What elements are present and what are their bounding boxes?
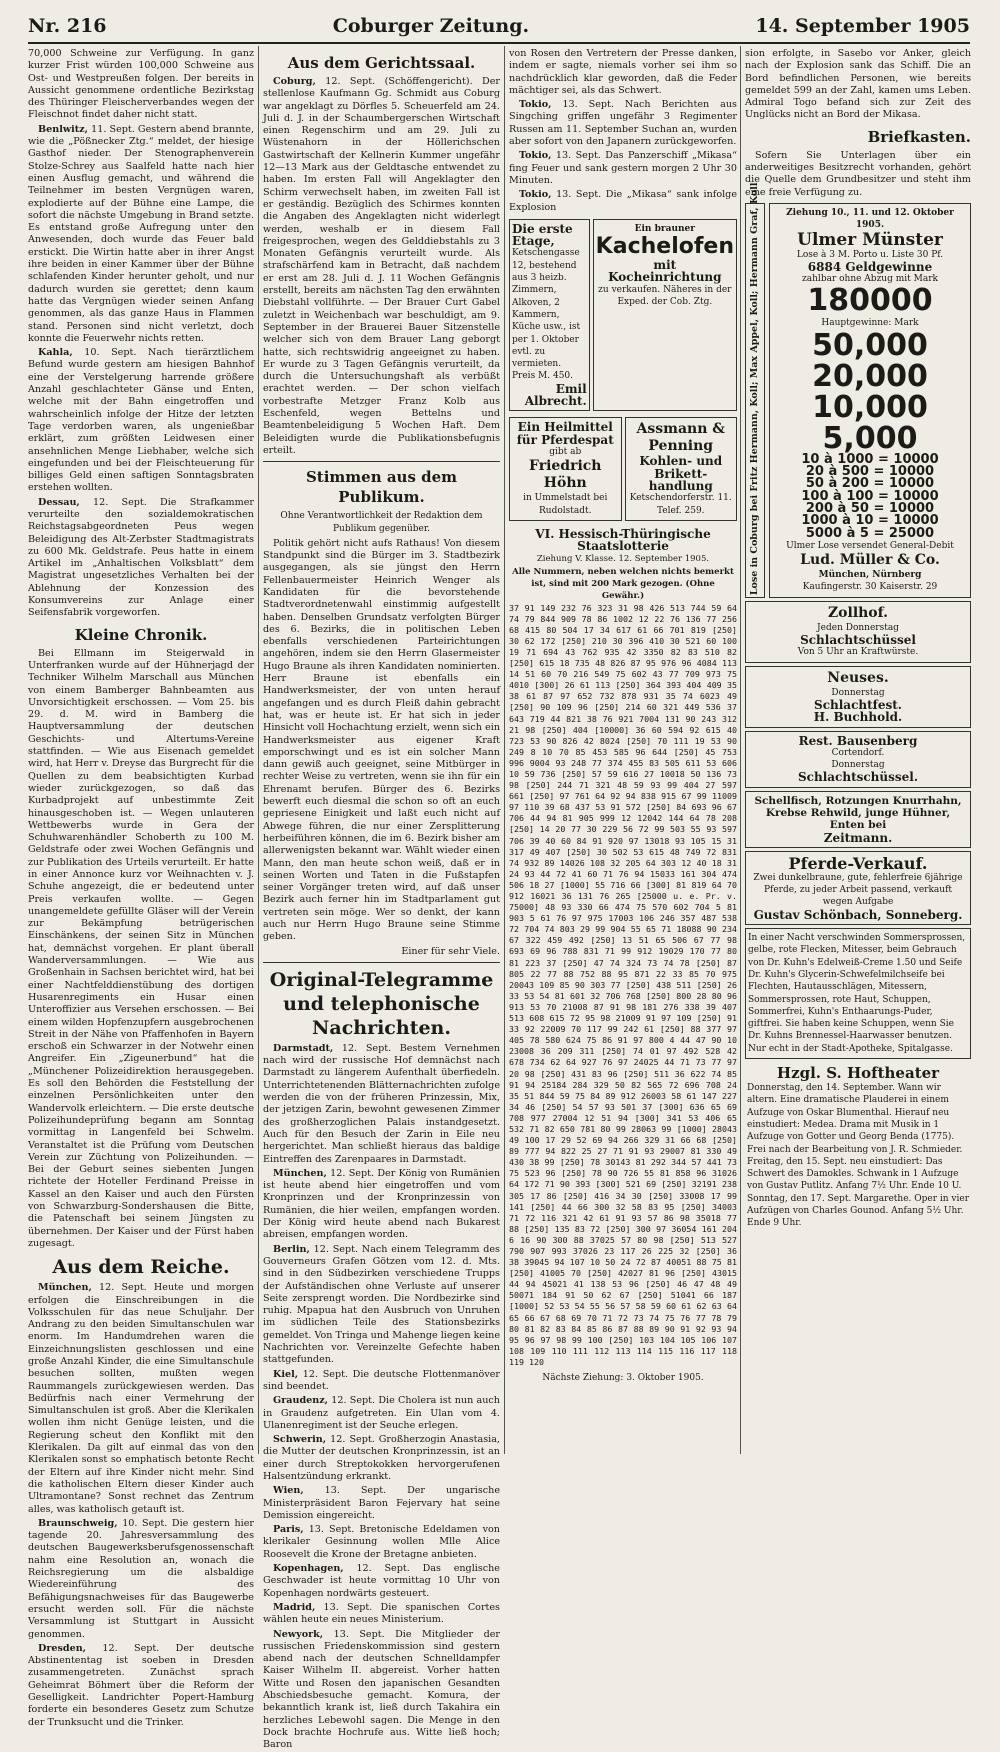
ad-pferde: Pferde-Verkauf. Zwei dunkelbraune, gute, fehlerfreie 6jährige Pferde, zu jeder Arbeit passend, verkauft wegen Aufgabe Gustav Schönbach, Sonneberg. xyxy=(745,851,971,925)
article-paragraph: Tokio, 13. Sept. Nach Berichten aus Singching griffen ungefähr 3 Regimenter Russen am 11. September Suchan an, wurden aber sofort von den Japanern zurückgeworfen. xyxy=(509,99,737,148)
lottery-subtitle: Ziehung V. Klasse. 12. September 1905. xyxy=(536,554,710,565)
next-draw: Nächste Ziehung: 3. Oktober 1905. xyxy=(542,1373,704,1384)
column-2 xyxy=(263,48,500,1751)
article-paragraph: Kopenhagen, 12. Sept. Das englische Geschwader ist heute vormittag 10 Uhr von Kopenhagen nordwärts gesteuert. xyxy=(263,1563,500,1599)
prize-row: 100 à 100 = 10000 xyxy=(801,488,939,504)
section-heading: Kleine Chronik. xyxy=(74,625,208,644)
divider xyxy=(263,962,500,963)
ad-kachelofen: Ein brauner Kachelofen mit Kocheinrichtung zu verkaufen. Näheres in der Exped. der Cob. Ztg. xyxy=(593,219,737,411)
section-heading: Aus dem Gerichtssaal. xyxy=(287,54,476,72)
article-paragraph: Newyork, 13. Sept. Die Mitglieder der russischen Friedenskommission sind gestern abend nach der deutschen Schnelldampfer Kaiser Wilhelm II. abgereist. Vorher hatten Witte und Rosen den japanischen Gesandten Abschiedsbesuche gemacht. Komura, der bekanntlich krank ist, ließ durch Takahira ein herzliches Lebewohl sagen. Die Menge in den Dock brachte Hochrufe aus. Witte ließ hoch; Baron xyxy=(263,1628,500,1751)
prize-row: 200 à 50 = 10000 xyxy=(805,500,935,516)
signature: Einer für sehr Viele. xyxy=(401,945,500,957)
prize-row: 5000 à 5 = 25000 xyxy=(805,525,935,541)
article-paragraph: Madrid, 13. Sept. Die spanischen Cortes wählen heute ein neues Ministerium. xyxy=(263,1601,500,1626)
ad-neuses: Neuses. Donnerstag Schlachtfest. H. Buchhold. xyxy=(745,666,971,728)
prize-row: 10 à 1000 = 10000 xyxy=(801,451,939,467)
article-paragraph: Coburg, 12. Sept. (Schöffengericht). Der stellenlose Kaufmann Gg. Schmidt aus Coburg war angeklagt zu Dörfles 5. Scheuerfeld am 24. Juli d. J. in der Schaumbergerschen Wirtschaft einen Regenschirm und am 29. Juli zu Wüstenahorn in der Höllerichschen Gastwirtschaft der Kellnerin Kummer ungefähr 12—13 Mark aus der Geldtasche entwendet zu haben. Im ersten Fall will Angeklagter den Schirm verwechselt haben, im zweiten Fall ist er geständig. Bezüglich des Schirmes konnten die Angaben des Angeklagten nicht widerlegt werden, weshalb er in diesem Fall freigesprochen, wegen des Gelddiebstahls zu 3 Monaten Gefängnis verurteilt wurde. Als strafschärfend kam in Betracht, daß nachdem er erst am 28. Juli d. J. 11 Wochen Gefängnis erstellt, bereits am nächsten Tag den erwähnten Diebstahl vollführte. — Der Brauer Curt Gabel zuletzt in Weichenbach war beschuldigt, am 9. September in der Brauerei Bauer Sitzenstelle welcher sich von dem Brauer Lang geborgt hatte, sich rechtswidrig angeeignet zu haben. Er wurde zu 3 Tagen Gefängnis verurteilt, da durch die Untersuchungshaft als verbüßt erachtet werden. — Der schon vielfach vorbestrafte Metzger Franz Kolb aus Eschenfeld, wegen Bettelns und Beamtenbeleidigung 5 Wochen Haft. Dem Beleidigten wurde die Publikationsbefugnis erteilt. xyxy=(263,76,500,456)
column-4 xyxy=(745,48,971,1452)
ad-row xyxy=(509,216,737,414)
article-paragraph: Paris, 13. Sept. Bretonische Edeldamen von klerikaler Gesinnung wollen Mlle Alice Roosevelt die Krone der Bretagne anbieten. xyxy=(263,1524,500,1560)
prize-row: 20 à 500 = 10000 xyxy=(805,464,935,480)
article-paragraph: Sofern Sie Unterlagen über ein anderweitiges Besitzrecht vorhanden, gehört die Quelle dem Grundbesitzer und steht ihm eine freie Verfügung zu. xyxy=(745,149,971,198)
masthead xyxy=(28,10,970,44)
ad-bausenberg: Rest. Bausenberg Cortendorf. Donnerstag Schlachtschüssel. xyxy=(745,731,971,788)
article-paragraph: Braunschweig, 10. Sept. Die gestern hier tagende 20. Jahresversammlung des deutschen Baugewerksberufsgenossenschaft nahm eine Resolution an, wonach die Reichsregierung um die alsbaldige Wiedereinführung des Befähigungsnachweises für das Baugewerbe ersucht werden soll. Für die nächste Versammlung ist Stuttgart in Aussicht genommen. xyxy=(28,1517,254,1640)
section-heading: Stimmen aus dem Publikum. xyxy=(305,468,458,507)
ad-row xyxy=(509,414,737,523)
article-paragraph: Graudenz, 12. Sept. Die Cholera ist nun auch in Graudenz aufgetreten. Ein Ulan vom 4. Ulanenregiment ist der Seuche erlegen. xyxy=(263,1395,500,1431)
article-paragraph: 70,000 Schweine zur Verfügung. In ganz kurzer Frist würden 100,000 Schweine aus Ost- und Westpreußen folgen. Der bereits in Aussicht genommene ordentliche Bezirkstag des Thüringer Fleischerverbandes wegen der Fleischnot findet daher nicht statt. xyxy=(28,48,254,121)
ad-sommersprossen: In einer Nacht verschwinden Sommersprossen, gelbe, rote Flecken, Mitesser, beim Gebrauch von Dr. Kuhn's Edelweiß-Creme 1.50 und Seife Dr. Kuhn's Glycerin-Schwefelmilchseife bei Flechten, Hautausschlägen, Mitessern, Sommersprossen, rote Haut, Schuppen, Sommerfrei, Kuhn's Enthaarungs-Puder, giftfrei. Sie haben keine Schuppen, wenn Sie Dr. Kuhns Brennessel-Haarwasser benutzen. Nur echt in der Stadt-Apotheke, Spitalgasse. xyxy=(745,928,971,1059)
article-paragraph: Wien, 13. Sept. Der ungarische Ministerpräsident Baron Fejervary hat seine Demission eingereicht. xyxy=(263,1485,500,1521)
ad-assmann: Assmann & Penning Kohlen- und Brikett-handlung Ketschendorferstr. 11. Telef. 259. xyxy=(625,417,738,520)
lottery-note: Alle Nummern, neben welchen nichts bemerkt ist, sind mit 200 Mark gezogen. (Ohne Gewähr.) xyxy=(512,566,734,602)
prize-row: 1000 à 10 = 10000 xyxy=(801,513,939,529)
article-paragraph: Benlwitz, 11. Sept. Gestern abend brannte, wie die „Pößnecker Ztg.“ meldet, der hiesige Gasthof nieder. Der Stenographenverein Stolze-Schrey aus Saalfeld hatte nach hier einen Ausflug gemacht, und während die Teilnehmer im besten Vergnügen waren, explodierte auf der Bühne eine Lampe, die sofort die nächste Umgebung in Brand setzte. Es entstand große Aufregung unter den Anwesenden, doch wurde das Feuer bald erstickt. Die Wirtin hatte aber in ihrer Angst ihre beiden in einer Kammer über der Bühne schlafenden Kinder herunter geholt, und nur dadurch wurden sie gerettet; denn kaum hatte das Vergnügen wieder seinen Anfang genommen, als das ganze Haus in Flammen stand. Personen sind nicht verletzt, doch konnte die Feuerwehr nichts retten. xyxy=(28,123,254,344)
ad-apartment: Die erste Etage, Ketschengasse 12, bestehend aus 3 heizb. Zimmern, Alkoven, 2 Kammern, Küche usw., ist per 1. Oktober evtl. zu vermieten. Preis M. 450. Emil Albrecht. xyxy=(509,219,590,411)
lottery-ad-block xyxy=(745,182,971,598)
ad-zollhof: Zollhof. Jeden Donnerstag Schlachtschüssel Von 5 Uhr an Kraftwürste. xyxy=(745,601,971,663)
article-paragraph: München, 12. Sept. Der König von Rumänien ist heute abend hier eingetroffen und vom Kronprinzen und der Kronprinzessin von Rumänien, die hier weilen, empfangen worden. Der König wird heute abend nach Bukarest abreisen, empfangen worden. xyxy=(263,1167,500,1241)
article-paragraph: Darmstadt, 12. Sept. Bestem Vernehmen nach wird der russische Hof demnächst nach Darmstadt zu längerem Aufenthalt überfiedeln. Unterrichtetenenden Blätternachrichten zufolge werden die von der früheren Prinzessin, Mix, der jetzigen Zarin, bewohnt gewesenen Zimmer des großherzoglichen Palais instandgesetzt. Auch für den Besuch der Zarin in Eile neu hergerichtet. Man schließt hieraus das baldige Eintreffen des Zarenpaares in Darmstadt. xyxy=(263,1042,500,1165)
section-subheading: Ohne Verantwortlichkeit der Redaktion dem Publikum gegenüber. xyxy=(280,511,483,534)
divider xyxy=(263,461,500,462)
article-paragraph: Dresden, 12. Sept. Der deutsche Abstinententag ist soeben in Dresden zusammengetreten. Zunächst sprach Geheimrat Böhmert über die Reform der Geselligkeit. Landrichter Popert-Hamburg forderte ein besonderes Gesetz zum Schutze der Trunksucht und die Trinker. xyxy=(28,1642,254,1728)
prize-row: 50 à 200 = 10000 xyxy=(805,476,935,492)
article-paragraph: Politik gehört nicht aufs Rathaus! Von diesem Standpunkt sind die Bürger im 3. Stadtbezirk ausgegangen, als sie jüngst den Herrn Fellenbauermeister Heinrich Wenger als Kandidaten für die bevorstehende Stadtverordnetenwahl einstimmig aufgestellt haben. Denselben Grundsatz verfolgten Bürger des 6. Bezirks, die in politischen Leben ebenfalls verschiedenen Parteirichtungen angehören, indem sie den Herrn Glasermeister Hugo Braune als ihren Kandidaten nominierten. Herr Braune ist ebenfalls ein Handwerksmeister, der von unten herauf angefangen und es durch Fleiß dahin gebracht hat, was er heute ist. Er hat sich in jeder Hinsicht voll Hochachtung erzielt, wenn sich ein Handwerksmeister aus eigener Kraft emporschwingt und es ist ein solcher Mann dann gewiß auch geeignet, seine Mitbürger in rechter Weise zu vertreten, wenn sie ihn für ein Ehrenamt berufen. Bürger des 6. Bezirks bewerft euch diesmal die schon so oft an euch gepriesene Einigkeit und laßt euch nicht auf Abwege führen, die nur einer Zersplitterung herbeiführen können, die im 6. Bezirk bisher am allerwenigsten bekannt war. Wählt wieder einen Mann, den man heute schon weiß, daß er in seinen Worten und Taten in die Fußstapfen seiner Vorgänger treten wird, auf daß unser Bezirk auch ferner hin im Stadtparlament gut vertreten sein möge. Wer so denkt, der kann auch nur Herrn Hugo Braune seine Stimme geben. xyxy=(263,537,500,943)
article-paragraph: von Rosen den Vertretern der Presse danken, indem er sagte, niemals vorher sei ihm so nachdrücklich klar geworden, daß die Feder mächtiger sei, als das Schwert. xyxy=(509,48,737,96)
column-rule xyxy=(740,46,741,1454)
article-paragraph: Schwerin, 12. Sept. Großherzogin Anastasia, die Mutter der deutschen Kronprinzessin, ist an einer durch Streptokokken hervorgerufenen Halsentzündung erkrankt. xyxy=(263,1434,500,1482)
article-paragraph: Tokio, 13. Sept. Das Panzerschiff „Mikasa“ fing Feuer und sank gestern morgen 2 Uhr 30 Minuten. xyxy=(509,150,737,186)
newspaper-title: Coburger Zeitung. xyxy=(332,15,530,37)
issue-number: Nr. 216 xyxy=(28,15,107,37)
column-rule xyxy=(258,46,259,1454)
article-paragraph: Dessau, 12. Sept. Die Strafkammer verurteilte den sozialdemokratischen Reichstagsabgeordneten Peus wegen Beleidigung des Alt-Zerbster Stadtmagistrats zu 600 Mk. Geldstrafe. Peus hatte in einem Artikel im „Anhaltischen Volksblatt“ dem Magistrat ungesetzliches Verhalten bei der Ablehnung der Konzession des Konsumvereins zur Anlage einer Seifensfabrik vorgeworfen. xyxy=(28,496,254,619)
article-paragraph: Tokio, 13. Sept. Die „Mikasa“ sank infolge Explosion xyxy=(509,189,737,213)
column-3 xyxy=(509,48,737,1452)
article-paragraph: Kiel, 12. Sept. Die deutsche Flottenmanöver sind beendet. xyxy=(263,1368,500,1392)
ad-ulmer-muenster: Ziehung 10., 11. und 12. Oktober 1905. Ulmer Münster Lose à 3 M. Porto u. Liste 30 Pf. 6884 Geldgewinne zahlbar ohne Abzug mit Mark 180000 Hauptgewinne: Mark 50,000 20,000 10,000 5,000 10 à 1000 = 10000 20 à 500 = 10000 50 à 200 = 10000 100 à 100 = 10000 200 à 50 = 10000 1000 à 10 = 10000 5000 à 5 = 25000 Ulmer Lose versendet General-Debit Lud. Müller & Co. München, Nürnberg Kaufingerstr. 30 Kaiserstr. 29 xyxy=(769,203,971,598)
section-heading: Briefkasten. xyxy=(867,127,971,146)
vertical-banner: Lose in Coburg bei Fritz Hermann, Koll; Max Appel, Koll; Hermann Graf, Koll xyxy=(745,203,765,598)
article-paragraph: München, 12. Sept. Heute und morgen erfolgen die Einschreibungen in die Volksschulen für das neue Schuljahr. Der Andrang zu den beiden Simultanschulen war enorm. Im Handumdrehen waren die Einzeichnungslisten geschlossen und eine große Anzahl Kinder, die eine Simultanschule besuchen sollten, mußten wegen Raummangels zurückgewiesen werden. Das Bedürfnis nach einer Vermehrung der Simultanschulen ist groß. Aber die Klerikalen wollen ihm nicht Genüge leisten, und die Regierung scheut den Konflikt mit den Klerikalen. Da gilt auf einmal das von den Klerikalen sonst so emphatisch betonte Recht der Eltern auf ihre Kinder nicht mehr. Sind die katholischen Eltern dieser Kinder auch Ultramontane? Sonst rechnet das Zentrum alles, was katholisch getauft ist. xyxy=(28,1282,254,1515)
ad-heilmittel: Ein Heilmittel für Pferdespat gibt ab Friedrich Höhn in Ummelstadt bei Rudolstadt. xyxy=(509,417,622,520)
column-rule xyxy=(504,46,505,1454)
column-1 xyxy=(28,48,254,1728)
issue-date: 14. September 1905 xyxy=(755,15,970,37)
lottery-numbers: 37 91 149 232 76 323 31 98 426 513 744 59 64 74 79 844 909 78 86 1002 12 22 76 136 77 256 68 415 80 504 17 34 617 61 66 701 819 [250] 30 62 172 [250] 210 30 396 410 30 521 60 100 19 71 694 43 762 935 42 3350 82 83 510 82 [250] 615 18 735 48 826 87 95 976 96 4084 113 14 51 60 70 216 549 75 602 43 77 709 973 75 4010 [300] 26 61 113 [250] 364 393 404 409 35 38 61 87 97 652 732 878 931 35 74 6023 49 [250] 90 109 96 [250] 214 60 321 449 536 37 643 719 44 821 38 76 921 7004 131 90 243 312 21 98 [250] 404 [10000] 36 60 594 92 615 40 723 53 90 826 42 8024 [250] 70 111 19 53 90 249 8 10 70 85 453 585 96 644 [250] 45 753 996 9004 93 248 77 374 455 83 505 611 53 606 10 59 736 [250] 57 59 616 27 10018 50 136 73 98 [250] 244 71 321 48 59 93 99 404 27 597 661 [250] 97 761 64 92 94 838 915 67 99 11009 97 110 39 68 437 53 91 572 [250] 84 693 96 67 706 44 94 81 905 999 12 12042 144 64 78 208 [250] 14 20 77 30 229 56 72 99 503 55 93 597 706 39 40 60 84 91 920 97 13018 93 105 15 31 317 49 407 [250] 30 502 53 615 48 749 72 831 74 932 89 14026 108 32 205 64 303 12 40 18 31 24 93 44 72 41 60 71 76 94 15033 161 304 474 506 18 27 [1000] 55 716 66 [300] 81 819 64 70 912 16021 36 131 76 265 [25000 u. e. Pr. v. 75000] 48 93 330 66 474 75 570 602 704 5 81 903 5 61 76 97 975 17003 106 246 357 487 538 72 704 74 803 29 99 904 55 65 71 18088 90 234 67 322 459 492 [250] 13 51 65 506 67 77 98 693 69 96 788 831 71 99 912 19029 170 77 80 81 223 37 [250] 47 74 324 73 74 78 [250] 87 805 22 77 88 752 88 95 871 22 33 85 70 975 20043 109 85 90 303 77 [250] 438 511 [250] 26 33 53 54 81 601 32 706 768 [250] 800 28 80 96 913 53 70 21008 87 91 98 181 276 338 39 407 513 608 615 72 95 98 21009 91 97 109 [250] 91 33 92 22009 70 117 99 242 61 [250] 88 377 97 405 78 580 624 75 86 91 97 800 4 44 47 90 10 23008 36 209 311 [250] 74 01 97 492 528 42 678 734 62 64 927 76 97 24025 44 71 73 77 97 20 98 [250] 431 83 96 [250] 511 36 622 74 85 91 94 25184 284 329 50 82 565 72 696 708 24 35 51 844 59 75 84 89 912 26003 58 61 147 227 34 46 [250] 54 57 93 501 37 [300] 636 65 69 708 977 27004 12 51 94 [300] 341 53 406 65 532 71 82 650 781 80 99 28063 99 [1000] 28043 49 100 17 29 52 69 94 266 329 31 66 68 [250] 89 777 94 822 25 27 71 91 93 29007 81 330 49 430 38 99 [250] 78 30143 81 292 344 57 441 73 75 523 96 [250] 78 90 726 55 81 858 96 31026 64 172 71 90 393 [300] 521 69 [250] 32191 238 305 17 86 [250] 416 34 30 [250] 33008 17 99 141 [250] 44 66 300 32 58 83 95 [250] 34003 71 72 116 321 42 61 91 93 57 86 98 35018 77 88 [250] 135 83 72 [250] 300 97 36054 161 204 6 16 90 300 88 37025 57 80 98 [250] 513 527 790 907 993 37026 23 117 26 225 32 [250] 36 38 39045 94 107 10 50 24 72 87 40051 88 75 81 [250] 41005 70 [250] 42027 81 96 [250] 43015 44 94 45021 41 138 53 96 [250] 46 47 48 49 50071 184 91 50 62 67 [250] 51041 66 187 [1000] 52 53 54 55 56 57 58 59 60 61 62 63 64 65 66 67 68 69 70 71 72 73 74 75 76 77 78 79 80 81 82 83 84 85 86 87 88 89 90 91 92 93 94 95 96 97 98 99 100 [250] 103 104 105 106 107 108 109 110 111 112 113 114 115 116 117 118 119 120 xyxy=(509,602,737,1367)
section-heading: Aus dem Reiche. xyxy=(52,1256,230,1279)
article-paragraph: Kahla, 10. Sept. Nach tierärztlichem Befund wurde gestern am hiesigen Bahnhof eine der Verstelgerung harrende größere Anzahl geschlachteter Gänse und Enten, welche mit der Bahn eingetroffen und wahrscheinlich infolge der Hitze der letzten Tage verdorben waren, als ungenießbar erklärt, zum größten Leidwesen einer ansehnlichen Menge Liebhaber, welche sich eingefunden und bei der Fleischteuerung für billiges Geld einen saftigen Sonntagsbraten erstehen wollten. xyxy=(28,347,254,494)
ad-theater: Hzgl. S. Hoftheater Donnerstag, den 14. September. Wann wir altern. Eine dramatische Plauderei in einem Aufzuge von Oskar Blumenthal. Hierauf neu einstudiert: Medea. Drama mit Musik in 1 Aufzuge von Gotter und Georg Benda (1775). Frei nach der Bearbeitung von J. R. Schmieder. Freitag, den 15. Sept. neu einstudiert: Das Schwert des Damokles. Schwank in 1 Aufzuge von Gustav Putlitz. Anfang 7½ Uhr. Ende 10 U. Sonntag, den 17. Sept. Margarethe. Oper in vier Aufzügen von Charles Gounod. Anfang 5½ Uhr. Ende 9 Uhr. xyxy=(747,1064,970,1229)
section-heading: Original-Telegramme und telephonische Nachrichten. xyxy=(269,968,494,1039)
ad-fish: Schellfisch, Rotzungen Knurrhahn, Krebse Rehwild, junge Hühner, Enten bei Zeitmann. xyxy=(745,791,971,848)
article-paragraph: Bei Ellmann im Steigerwald in Unterfranken wurde auf der Hühnerjagd der Techniker Wilhelm Marschall aus München von einem Bamberger Bahnbeamten aus Unvorsichtigkeit erschossen. — Vom 25. bis 29. d. M. wird in Bamberg die Hauptversammlung der deutschen Geschichts- und Altertums-Vereine stattfinden. — Wie aus Eisenach gemeldet wird, hat Herr v. Dreyse das Burgrecht für die Quellen zu dem beabsichtigten Kurbad wieder zurückgezogen, so daß das Kurbadprojekt auf unbestimmte Zeit hinausgeschoben ist. — Wegen unlauteren Wettbewerbs wurde in Gera der Schuhwarenhändler Schoberth zu 100 M. Geldstrafe oder zwei Wochen Gefängnis und zur Publikation des Urteils verurteilt. Er hatte in einer Annonce kurz vor Weihnachten v. J. Schuhe angezeigt, die er bedeutend unter Preis verkaufen wollte. — Gegen unangemeldete gefüllte Gläser will der Verein zur Bekämpfung betrügerischen Einschänkens, der seinen Sitz in München hat, demnächst vorgehen. Er plant überall Wanderversammlungen. — Wie aus Großenhain in Sachsen berichtet wird, hat bei einer Nachtfelddienstübung des dortigen Husarenregiments ein Husar einen Unteroffizier aus Versehen erschossen. — Bei einem wilden Hopfenzupfern ausgebrochenen Streit in der Nähe von Pfaffenhofen in Bayern erschoß ein Schwarzer in der Notwehr einen Angreifer. Ein „Zigeunerbund“ hat die „Münchener Polizeidirektion herausgegeben. Es soll den Behörden die Feststellung der einzelnen Persönlichkeiten unter den Wandervolk erleichtern. — Die erste deutsche Polizeihundeprüfung begann am Sonntag vormittag in Langenfeld bei Schwelm. Veranstaltet ist die Prüfung vom Deutschen Verein zur Züchtung von Polizeihunden. — Bei der Geburt seines siebenten Jungen richtete der Hoteller Ferdinand Preisse in Kassel an den Kaiser und auch den Fürsten von Schwarzburg-Sondershausen die Bitte, die Patenschaft bei seinem Jüngsten zu übernehmen. Der Kaiser und der Fürst haben zugesagt. xyxy=(28,647,254,1249)
article-paragraph: Berlin, 12. Sept. Nach einem Telegramm des Gouverneurs Grafen Götzen vom 12. d. Mts. sind in den Südbezirken verschiedene Trupps der Aufständischen ohne Verluste auf unserer Seite zersprengt worden. Die Nordbezirke sind ruhig. Mpapua hat den Ausbruch von Unruhen im südlichen Teile des Stationsbezirks gemeldet. Von Tringa und Mahenge liegen keine Nachrichten vor. Vereinzelte Gefechte haben stattgefunden. xyxy=(263,1243,500,1366)
lottery-title: VI. Hessisch-Thüringische Staatslotterie xyxy=(535,526,711,554)
prize-table xyxy=(772,451,968,541)
article-paragraph: sion erfolgte, in Sasebo vor Anker, gleich nach der Explosion sank das Schiff. Die an Bord befindlichen Personen, wie bereits gemeldet 599 an der Zahl, kamen ums Leben. Admiral Togo befand sich zur Zeit des Unglücks nicht an Bord der Mikasa. xyxy=(745,48,971,121)
